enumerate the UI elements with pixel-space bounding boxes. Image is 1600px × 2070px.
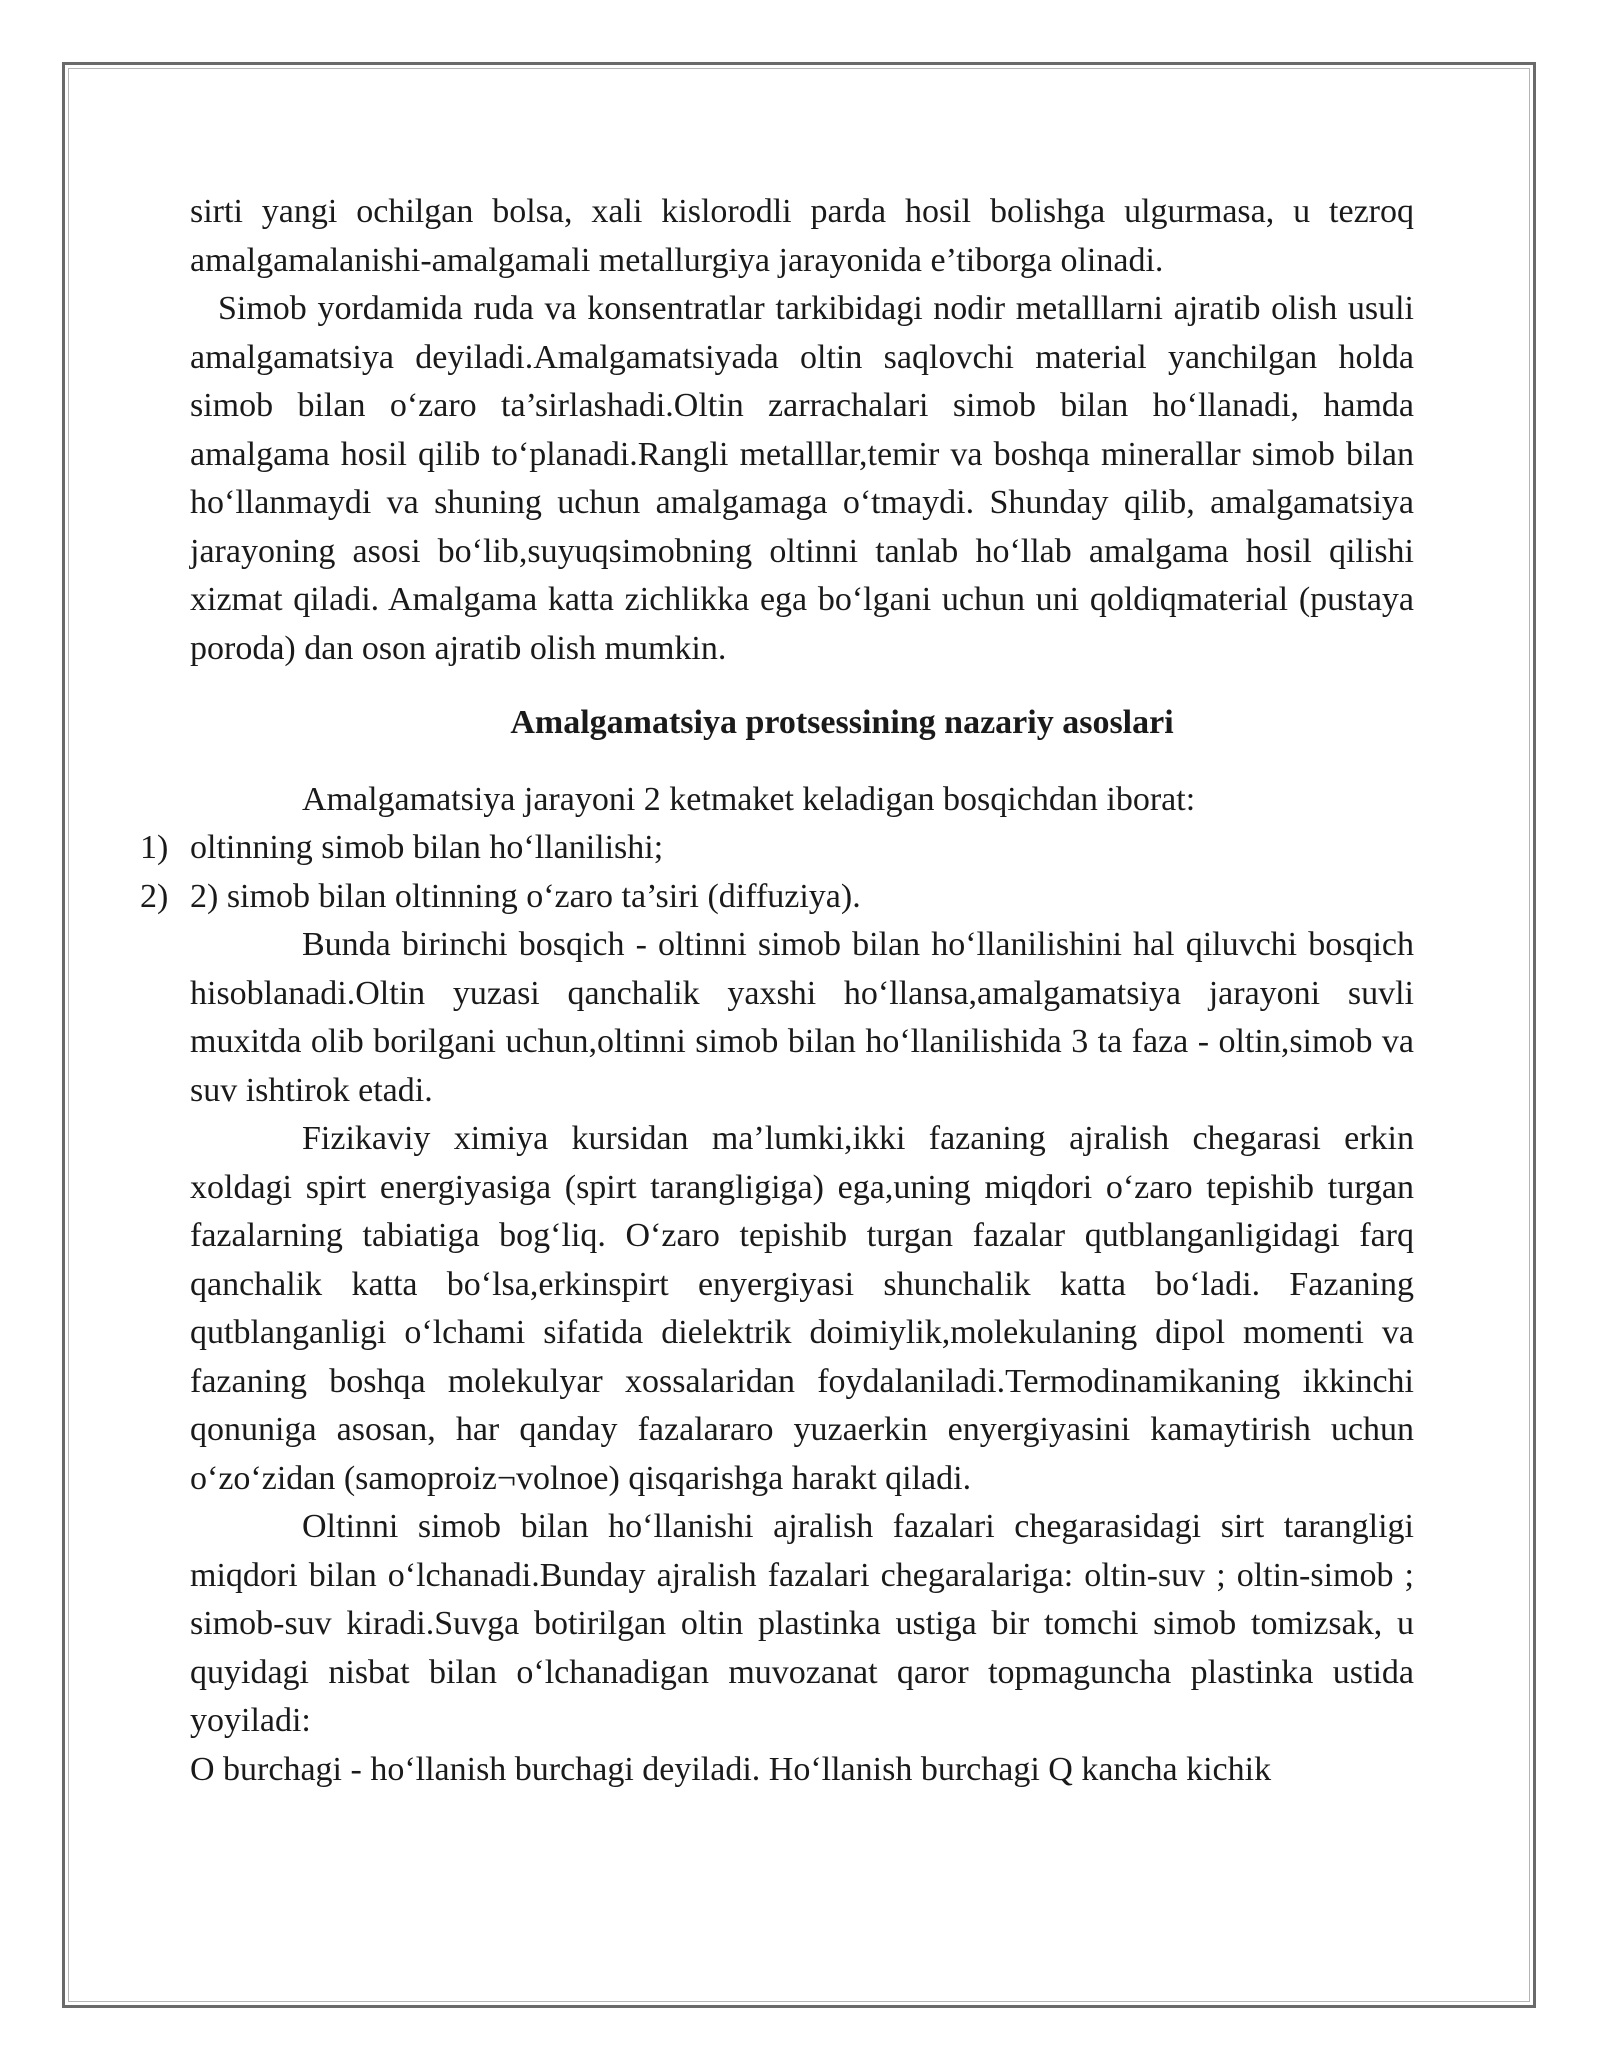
list-item-text: oltinning simob bilan ho‘llanilishi; <box>190 829 664 866</box>
list-item <box>140 873 1414 922</box>
list-marker: 2) <box>140 877 169 915</box>
section-heading: Amalgamatsiya protsessining nazariy asoslari <box>510 704 1174 741</box>
stages-list <box>140 824 1414 921</box>
paragraph-physical-chemistry: Fizikaviy ximiya kursidan ma’lumki,ikki fazaning ajralish chegarasi erkin xoldagi spirt energiyasiga (spirt tarangligiga) ega,uning miqdori o‘zaro tepishib turgan fazalarning tabiatiga bog‘liq. O‘zaro tepishib turgan fazalar qutblanganligidagi farq qanchalik katta bo‘lsa,erkinspirt enyergiyasi shunchalik katta bo‘ladi. Fazaning qutblanganligi o‘lchami sifatida dielektrik doimiylik,molekulaning dipol momenti va fazaning boshqa molekulyar xossalaridan foydalaniladi.Termodinamikaning ikkinchi qonuniga asosan, har qanday fazalararo yuzaerkin enyergiyasini kamaytirish uchun o‘zo‘zidan (samoproiz¬volnoe) qisqarishga harakt qiladi. <box>190 1120 1414 1497</box>
paragraph-stages-intro: Amalgamatsiya jarayoni 2 ketmaket keladigan bosqichdan iborat: <box>302 780 1196 818</box>
paragraph-wetting-measurement: Oltinni simob bilan ho‘llanishi ajralish fazalari chegarasidagi sirt tarangligi miqdori bilan o‘lchanadi.Bunday ajralish fazalari chegaralariga: oltin-suv ; oltin-simob ; simob-suv kiradi.Suvga botirilgan oltin plastinka ustiga bir tomchi simob tomizsak, u quyidagi nisbat bilan o‘lchanadigan muvozanat qaror topmaguncha plastinka ustida yoyiladi: <box>190 1508 1414 1739</box>
document-body <box>140 188 1414 1794</box>
list-item <box>140 824 1414 873</box>
list-marker: 1) <box>140 829 169 866</box>
paragraph-amalgamation-definition: Simob yordamida ruda va konsentratlar tarkibidagi nodir metalllarni ajratib olish usuli amalgamatsiya deyiladi.Amalgamatsiyada oltin saqlovchi material yanchilgan holda simob bilan o‘zaro ta’sirlashadi.Oltin zarrachalari simob bilan ho‘llanadi, hamda amalgama hosil qilib to‘planadi.Rangli metalllar,temir va boshqa minerallar simob bilan ho‘llanmaydi va shuning uchun amalgamaga o‘tmaydi. Shunday qilib, amalgamatsiya jarayoning asosi bo‘lib,suyuqsimobning oltinni tanlab ho‘llab amalgama hosil qilishi xizmat qiladi. Amalgama katta zichlikka ega bo‘lgani uchun uni qoldiqmaterial (pustaya poroda) dan oson ajratib olish mumkin. <box>190 290 1414 667</box>
paragraph-wetting-angle: O burchagi - ho‘llanish burchagi deyiladi. Ho‘llanish burchagi Q kancha kichik <box>190 1750 1272 1788</box>
list-item-text: 2) simob bilan oltinning o‘zaro ta’siri (diffuziya). <box>190 877 861 915</box>
paragraph-first-stage: Bunda birinchi bosqich - oltinni simob bilan ho‘llanilishini hal qiluvchi bosqich hisoblanadi.Oltin yuzasi qanchalik yaxshi ho‘llansa,amalgamatsiya jarayoni suvli muxitda olib borilgani uchun,oltinni simob bilan ho‘llanilishida 3 ta faza - oltin,simob va suv ishtirok etadi. <box>190 926 1414 1109</box>
paragraph-continuation: sirti yangi ochilgan bolsa, xali kislorodli parda hosil bolishga ulgurmasa, u tezroq amalgamalanishi-amalgamali metallurgiya jarayonida e’tiborga olinadi. <box>190 193 1414 279</box>
